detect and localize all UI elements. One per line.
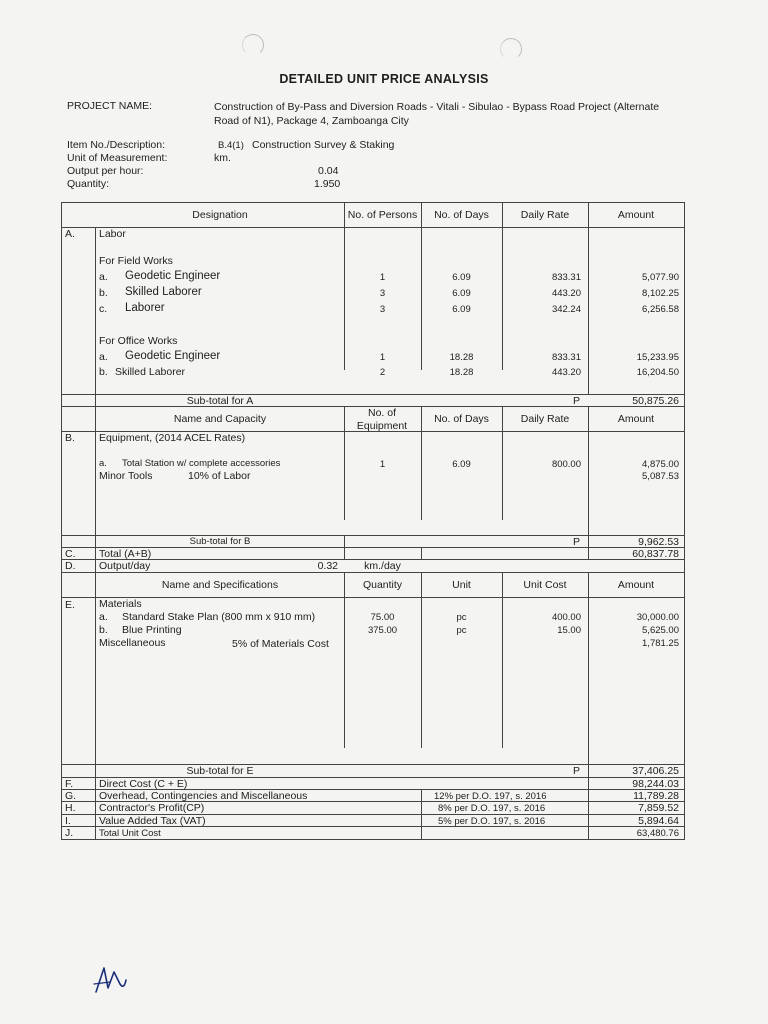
labor-row-days: 6.09	[452, 288, 471, 299]
section-letter-a: A.	[65, 228, 75, 240]
summary-basis: 5% per D.O. 197, s. 2016	[438, 816, 546, 827]
field-works-label: For Field Works	[99, 255, 173, 267]
labor-row-idx: a.	[99, 351, 108, 363]
analysis-table	[61, 202, 685, 840]
material-row-name: Standard Stake Plan (800 mm x 910 mm)	[122, 611, 316, 623]
rule	[95, 227, 96, 839]
summary-value: 11,789.28	[633, 790, 679, 802]
rule	[421, 789, 422, 839]
section-letter-c: C.	[65, 548, 76, 560]
summary-label: Overhead, Contingencies and Miscellaneous	[99, 790, 308, 802]
misc-amount: 1,781.25	[642, 638, 679, 649]
materials-label: Materials	[99, 598, 142, 610]
rule	[62, 572, 684, 573]
labor-row-persons: 2	[379, 367, 386, 378]
output-day-value: 0.32	[317, 560, 338, 572]
project-label: PROJECT NAME:	[67, 100, 152, 112]
equipment-row-count: 1	[379, 459, 386, 470]
subtotal-e-p: P	[572, 765, 580, 777]
output-day-unit: km./day	[364, 560, 401, 572]
page-title: DETAILED UNIT PRICE ANALYSIS	[279, 72, 489, 86]
equipment-row-days: 6.09	[452, 459, 471, 470]
subtotal-a-p: P	[572, 395, 580, 407]
col-header-name-capacity: Name and Capacity	[173, 413, 267, 425]
item-no: B.4(1)	[218, 140, 244, 151]
col-header-days: No. of Days	[434, 209, 489, 221]
minor-tools-pct: 10% of Labor	[188, 470, 251, 482]
labor-row-rate: 342.24	[551, 304, 581, 315]
rule	[62, 597, 684, 598]
summary-value: 63,480.76	[636, 828, 679, 839]
summary-basis: 12% per D.O. 197, s. 2016	[434, 791, 547, 802]
rule	[344, 572, 345, 748]
equipment-row-amount: 4,875.00	[642, 459, 679, 470]
labor-row-persons: 3	[379, 304, 386, 315]
labor-row-amount: 16,204.50	[636, 367, 679, 378]
summary-letter: H.	[65, 802, 76, 814]
equipment-row-name: Total Station w/ complete accessories	[122, 458, 281, 469]
labor-row-name: Skilled Laborer	[125, 286, 202, 298]
labor-row-name: Laborer	[125, 302, 165, 314]
material-row-cost: 15.00	[557, 625, 581, 636]
project-name-line1: Construction of By-Pass and Diversion Roads - Vitali - Sibulao - Bypass Road Project (Alternate	[214, 101, 660, 113]
col-header-designation: Designation	[192, 209, 248, 221]
total-ab-label: Total (A+B)	[99, 548, 152, 560]
material-row-unit: pc	[456, 612, 467, 623]
rule	[421, 203, 422, 370]
labor-row-amount: 15,233.95	[636, 352, 679, 363]
col-header-name-specs: Name and Specifications	[161, 579, 279, 591]
equipment-row-rate: 800.00	[551, 459, 581, 470]
labor-row-idx: b.	[99, 366, 108, 378]
labor-row-days: 18.28	[449, 352, 474, 363]
material-row-amount: 30,000.00	[636, 612, 679, 623]
quantity: 1.950	[314, 178, 341, 190]
material-row-cost: 400.00	[551, 612, 581, 623]
labor-row-days: 6.09	[452, 272, 471, 283]
summary-letter: I.	[65, 815, 71, 827]
quantity-label: Quantity:	[67, 178, 110, 190]
equipment-label: Equipment, (2014 ACEL Rates)	[99, 432, 246, 444]
col-header-rate: Daily Rate	[520, 413, 570, 425]
output-per-hour-label: Output per hour:	[67, 165, 144, 177]
labor-row-days: 18.28	[449, 367, 474, 378]
misc-label: Miscellaneous	[99, 637, 166, 649]
misc-pct: 5% of Materials Cost	[232, 638, 329, 650]
material-row-idx: b.	[99, 624, 108, 636]
labor-row-persons: 1	[379, 352, 386, 363]
rule	[502, 203, 503, 370]
labor-row-amount: 8,102.25	[642, 288, 679, 299]
summary-value: 7,859.52	[638, 802, 679, 814]
office-works-label: For Office Works	[99, 335, 178, 347]
summary-basis: 8% per D.O. 197, s. 2016	[438, 803, 546, 814]
unit-measurement-label: Unit of Measurement:	[67, 152, 168, 164]
labor-row-idx: a.	[99, 271, 108, 283]
labor-row-persons: 1	[379, 272, 386, 283]
col-header-days: No. of Days	[434, 413, 489, 425]
total-ab-value: 60,837.78	[632, 548, 679, 560]
labor-row-rate: 443.20	[551, 288, 581, 299]
subtotal-b-p: P	[572, 536, 580, 548]
labor-row-amount: 5,077.90	[642, 272, 679, 283]
labor-row-days: 6.09	[452, 304, 471, 315]
summary-letter: G.	[65, 790, 77, 802]
labor-row-persons: 3	[379, 288, 386, 299]
rule	[344, 203, 345, 370]
unit-of-measurement: km.	[214, 152, 231, 164]
section-letter-b: B.	[65, 432, 75, 444]
summary-label: Total Unit Cost	[99, 828, 161, 839]
labor-row-amount: 6,256.58	[642, 304, 679, 315]
subtotal-b: 9,962.53	[638, 536, 679, 548]
labor-row-idx: c.	[99, 303, 108, 315]
subtotal-a-label: Sub-total for A	[186, 395, 254, 407]
minor-tools-label: Minor Tools	[99, 470, 153, 482]
col-header-unit: Unit	[452, 579, 471, 591]
col-header-rate: Daily Rate	[520, 209, 570, 221]
summary-label: Contractor's Profit(CP)	[99, 802, 205, 814]
punch-hole-left	[242, 34, 264, 56]
item-no-label: Item No./Description:	[67, 139, 166, 151]
subtotal-e-label: Sub-total for E	[186, 765, 254, 777]
material-row-name: Blue Printing	[122, 624, 182, 636]
col-header-amount: Amount	[617, 413, 655, 425]
material-row-idx: a.	[99, 611, 108, 623]
summary-value: 5,894.64	[638, 815, 679, 827]
summary-letter: F.	[65, 778, 74, 790]
punch-hole-right	[500, 38, 522, 60]
summary-value: 98,244.03	[632, 778, 679, 790]
output-day-label: Output/day	[99, 560, 151, 572]
col-header-quantity: Quantity	[362, 579, 403, 591]
rule	[62, 227, 684, 228]
subtotal-b-label: Sub-total for B	[189, 536, 251, 547]
labor-row-rate: 443.20	[551, 367, 581, 378]
project-name	[214, 100, 694, 128]
labor-row-name: Geodetic Engineer	[125, 270, 221, 282]
labor-row-name: Geodetic Engineer	[125, 350, 221, 362]
col-header-amount: Amount	[617, 579, 655, 591]
equipment-row-idx: a.	[99, 458, 107, 469]
col-header-persons: No. of Persons	[347, 209, 418, 221]
col-header-amount: Amount	[617, 209, 655, 221]
rule	[421, 572, 422, 748]
labor-row-rate: 833.31	[551, 352, 581, 363]
rule	[502, 572, 503, 748]
labor-row-name: Skilled Laborer	[115, 366, 186, 378]
material-row-qty: 375.00	[367, 625, 398, 636]
col-header-unit-cost: Unit Cost	[523, 579, 567, 591]
labor-row-rate: 833.31	[551, 272, 581, 283]
subtotal-a: 50,875.26	[632, 395, 679, 407]
project-name-line2: Road of N1), Package 4, Zamboanga City	[214, 115, 409, 127]
section-letter-d: D.	[65, 560, 76, 572]
signature-initials	[90, 962, 130, 998]
material-row-qty: 75.00	[370, 612, 395, 623]
material-row-amount: 5,625.00	[642, 625, 679, 636]
labor-label: Labor	[99, 228, 126, 240]
col-header-equipment: No. of Equipment	[356, 407, 408, 432]
output-per-hour: 0.04	[318, 165, 339, 177]
minor-tools-amount: 5,087.53	[642, 471, 679, 482]
labor-row-idx: b.	[99, 287, 108, 299]
summary-letter: J.	[65, 827, 74, 839]
summary-label: Direct Cost (C + E)	[99, 778, 188, 790]
material-row-unit: pc	[456, 625, 467, 636]
summary-label: Value Added Tax (VAT)	[99, 815, 206, 827]
subtotal-e: 37,406.25	[632, 765, 679, 777]
item-description: Construction Survey & Staking	[252, 139, 395, 151]
rule	[421, 547, 422, 559]
section-letter-e: E.	[65, 599, 75, 611]
